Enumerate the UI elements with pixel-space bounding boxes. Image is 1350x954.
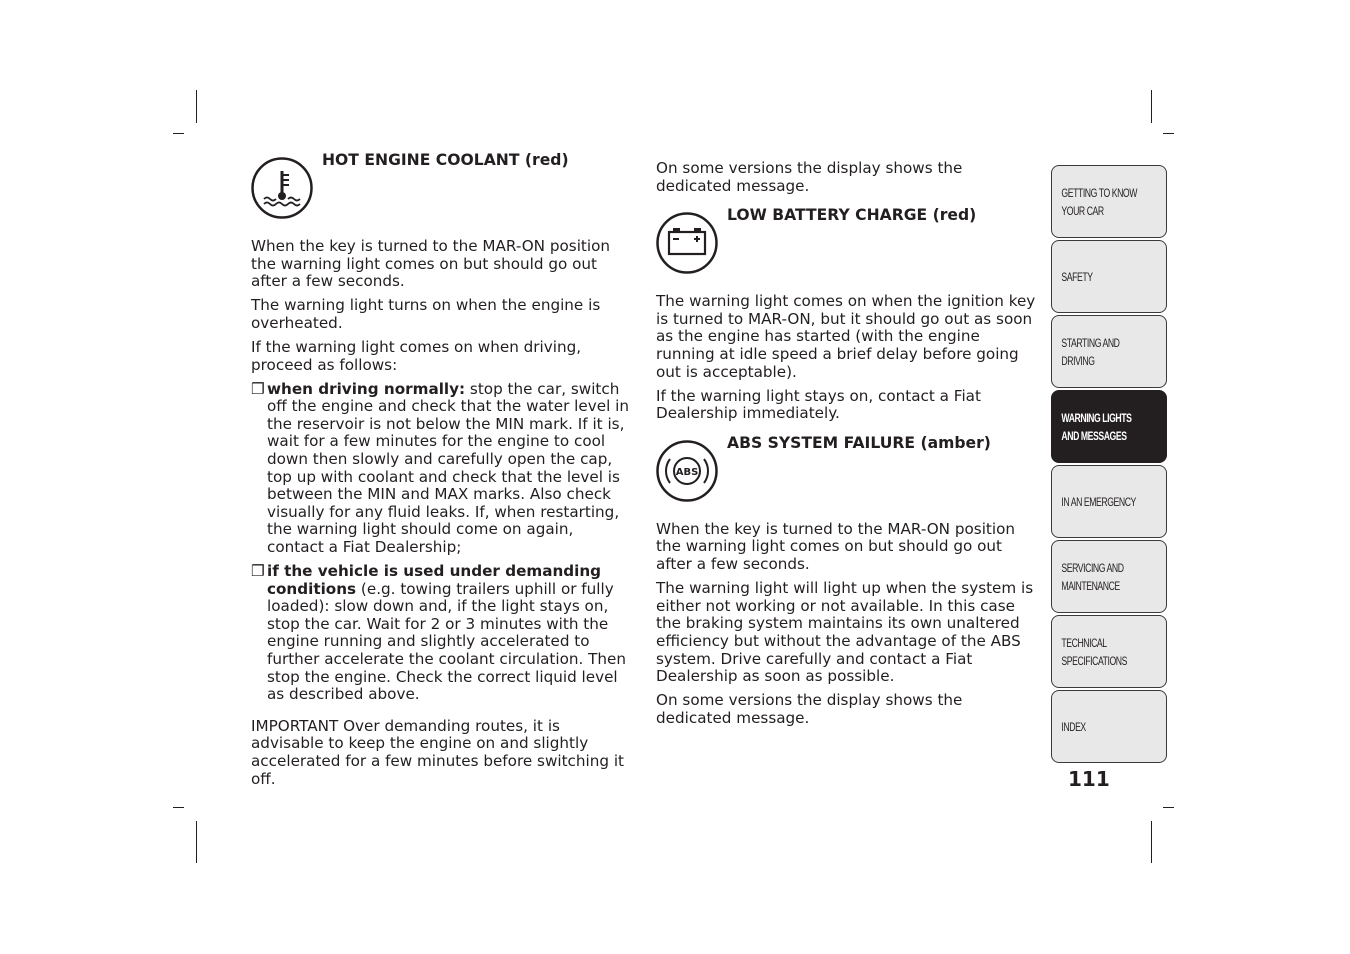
page-number: 111 (1068, 767, 1110, 791)
tab-label: SERVICING AND (1061, 560, 1124, 575)
section-title: LOW BATTERY CHARGE (red) (727, 206, 977, 225)
crop-mark (196, 90, 197, 123)
tab-label: GETTING TO KNOW (1061, 185, 1137, 200)
paragraph: The warning light comes on when the ignition key is turned to MAR-ON, but it should go out as soon as the engine has started (with the engine running at idle speed a brief delay before going out is acceptable). (656, 292, 1036, 381)
list-item-bold: when driving normally: (267, 379, 466, 398)
right-column (656, 160, 1036, 734)
section-title: HOT ENGINE COOLANT (red) (322, 151, 569, 169)
tab-label: TECHNICAL (1061, 635, 1107, 650)
abs-icon (656, 440, 718, 502)
tab-safety[interactable] (1051, 240, 1167, 313)
tab-servicing-and-maintenance[interactable] (1051, 540, 1167, 613)
paragraph: When the key is turned to the MAR-ON position the warning light comes on but should go out after a few seconds. (251, 237, 611, 291)
battery-icon (656, 212, 718, 274)
coolant-section-header (251, 151, 633, 230)
paragraph: On some versions the display shows the dedicated message. (656, 159, 963, 195)
crop-mark (1163, 807, 1174, 808)
checkbox-bullet-icon: ❒ (251, 379, 265, 398)
checkbox-bullet-icon: ❒ (251, 562, 265, 581)
tab-starting-and-driving[interactable] (1051, 315, 1167, 388)
list-item-text: (e.g. towing trailers uphill or fully loaded): slow down and, if the light stays on, stop the car. Wait for 2 or 3 minutes with the engine running and slightly accelerated to further accelerate the coolant circulation. Then stop the engine. Check the correct liquid level as described above. (267, 579, 627, 704)
tab-label: IN AN EMERGENCY (1061, 494, 1136, 509)
left-column (251, 151, 633, 795)
tab-getting-to-know-your-car[interactable] (1051, 165, 1167, 238)
crop-mark (173, 133, 184, 134)
tab-label: MAINTENANCE (1061, 578, 1120, 593)
tab-warning-lights-and-messages[interactable] (1051, 390, 1167, 463)
paragraph: If the warning light comes on when driving, proceed as follows: (251, 337, 582, 374)
list-item (251, 563, 633, 704)
important-note: IMPORTANT Over demanding routes, it is advisable to keep the engine on and slightly accelerated for a few minutes before switching it off. (251, 716, 624, 788)
section-title: ABS SYSTEM FAILURE (amber) (727, 433, 991, 452)
crop-mark (196, 821, 197, 863)
paragraph: On some versions the display shows the dedicated message. (656, 691, 963, 727)
tab-label: WARNING LIGHTS (1061, 410, 1132, 425)
tab-label: STARTING AND (1061, 335, 1120, 350)
tab-label: AND MESSAGES (1061, 428, 1127, 443)
crop-mark (1163, 133, 1174, 134)
tab-label: SAFETY (1061, 269, 1093, 284)
list-item-text: stop the car, switch off the engine and check that the water level in the reservoir is not below the MIN mark. If it is, wait for a few minutes for the engine to cool down then slowly and carefully open the cap, top up with coolant and check that the level is between the MIN and MAX marks. Also check visually for any fluid leaks. If, when restarting, the warning light should come on again, contact a Fiat Dealership; (267, 379, 629, 556)
battery-section-header (656, 206, 1036, 285)
tab-label: DRIVING (1061, 353, 1095, 368)
paragraph: The warning light turns on when the engine is overheated. (251, 296, 601, 332)
paragraph: If the warning light stays on, contact a Fiat Dealership immediately. (656, 386, 981, 423)
coolant-temperature-icon (251, 157, 313, 219)
paragraph: The warning light will light up when the system is either not working or not available. In this case the braking system maintains its own unaltered efficiency but without the advantage of the ABS system. Drive carefully and contact a Fiat Dealership as soon as possible. (656, 579, 1034, 686)
tab-technical-specifications[interactable] (1051, 615, 1167, 688)
paragraph: When the key is turned to the MAR-ON position the warning light comes on but should go out after a few seconds. (656, 519, 1016, 574)
tab-label: INDEX (1061, 719, 1086, 734)
list-item-bold: if the vehicle is used under demanding conditions (267, 562, 602, 598)
crop-mark (1151, 821, 1152, 863)
crop-mark (1151, 90, 1152, 123)
tab-in-an-emergency[interactable] (1051, 465, 1167, 538)
tab-label: YOUR CAR (1061, 203, 1104, 218)
abs-section-header (656, 433, 1036, 513)
list-item (251, 381, 633, 557)
crop-mark (173, 807, 184, 808)
tab-index[interactable] (1051, 690, 1167, 763)
tab-label: SPECIFICATIONS (1061, 653, 1127, 668)
abs-icon-label: ABS (675, 466, 699, 478)
